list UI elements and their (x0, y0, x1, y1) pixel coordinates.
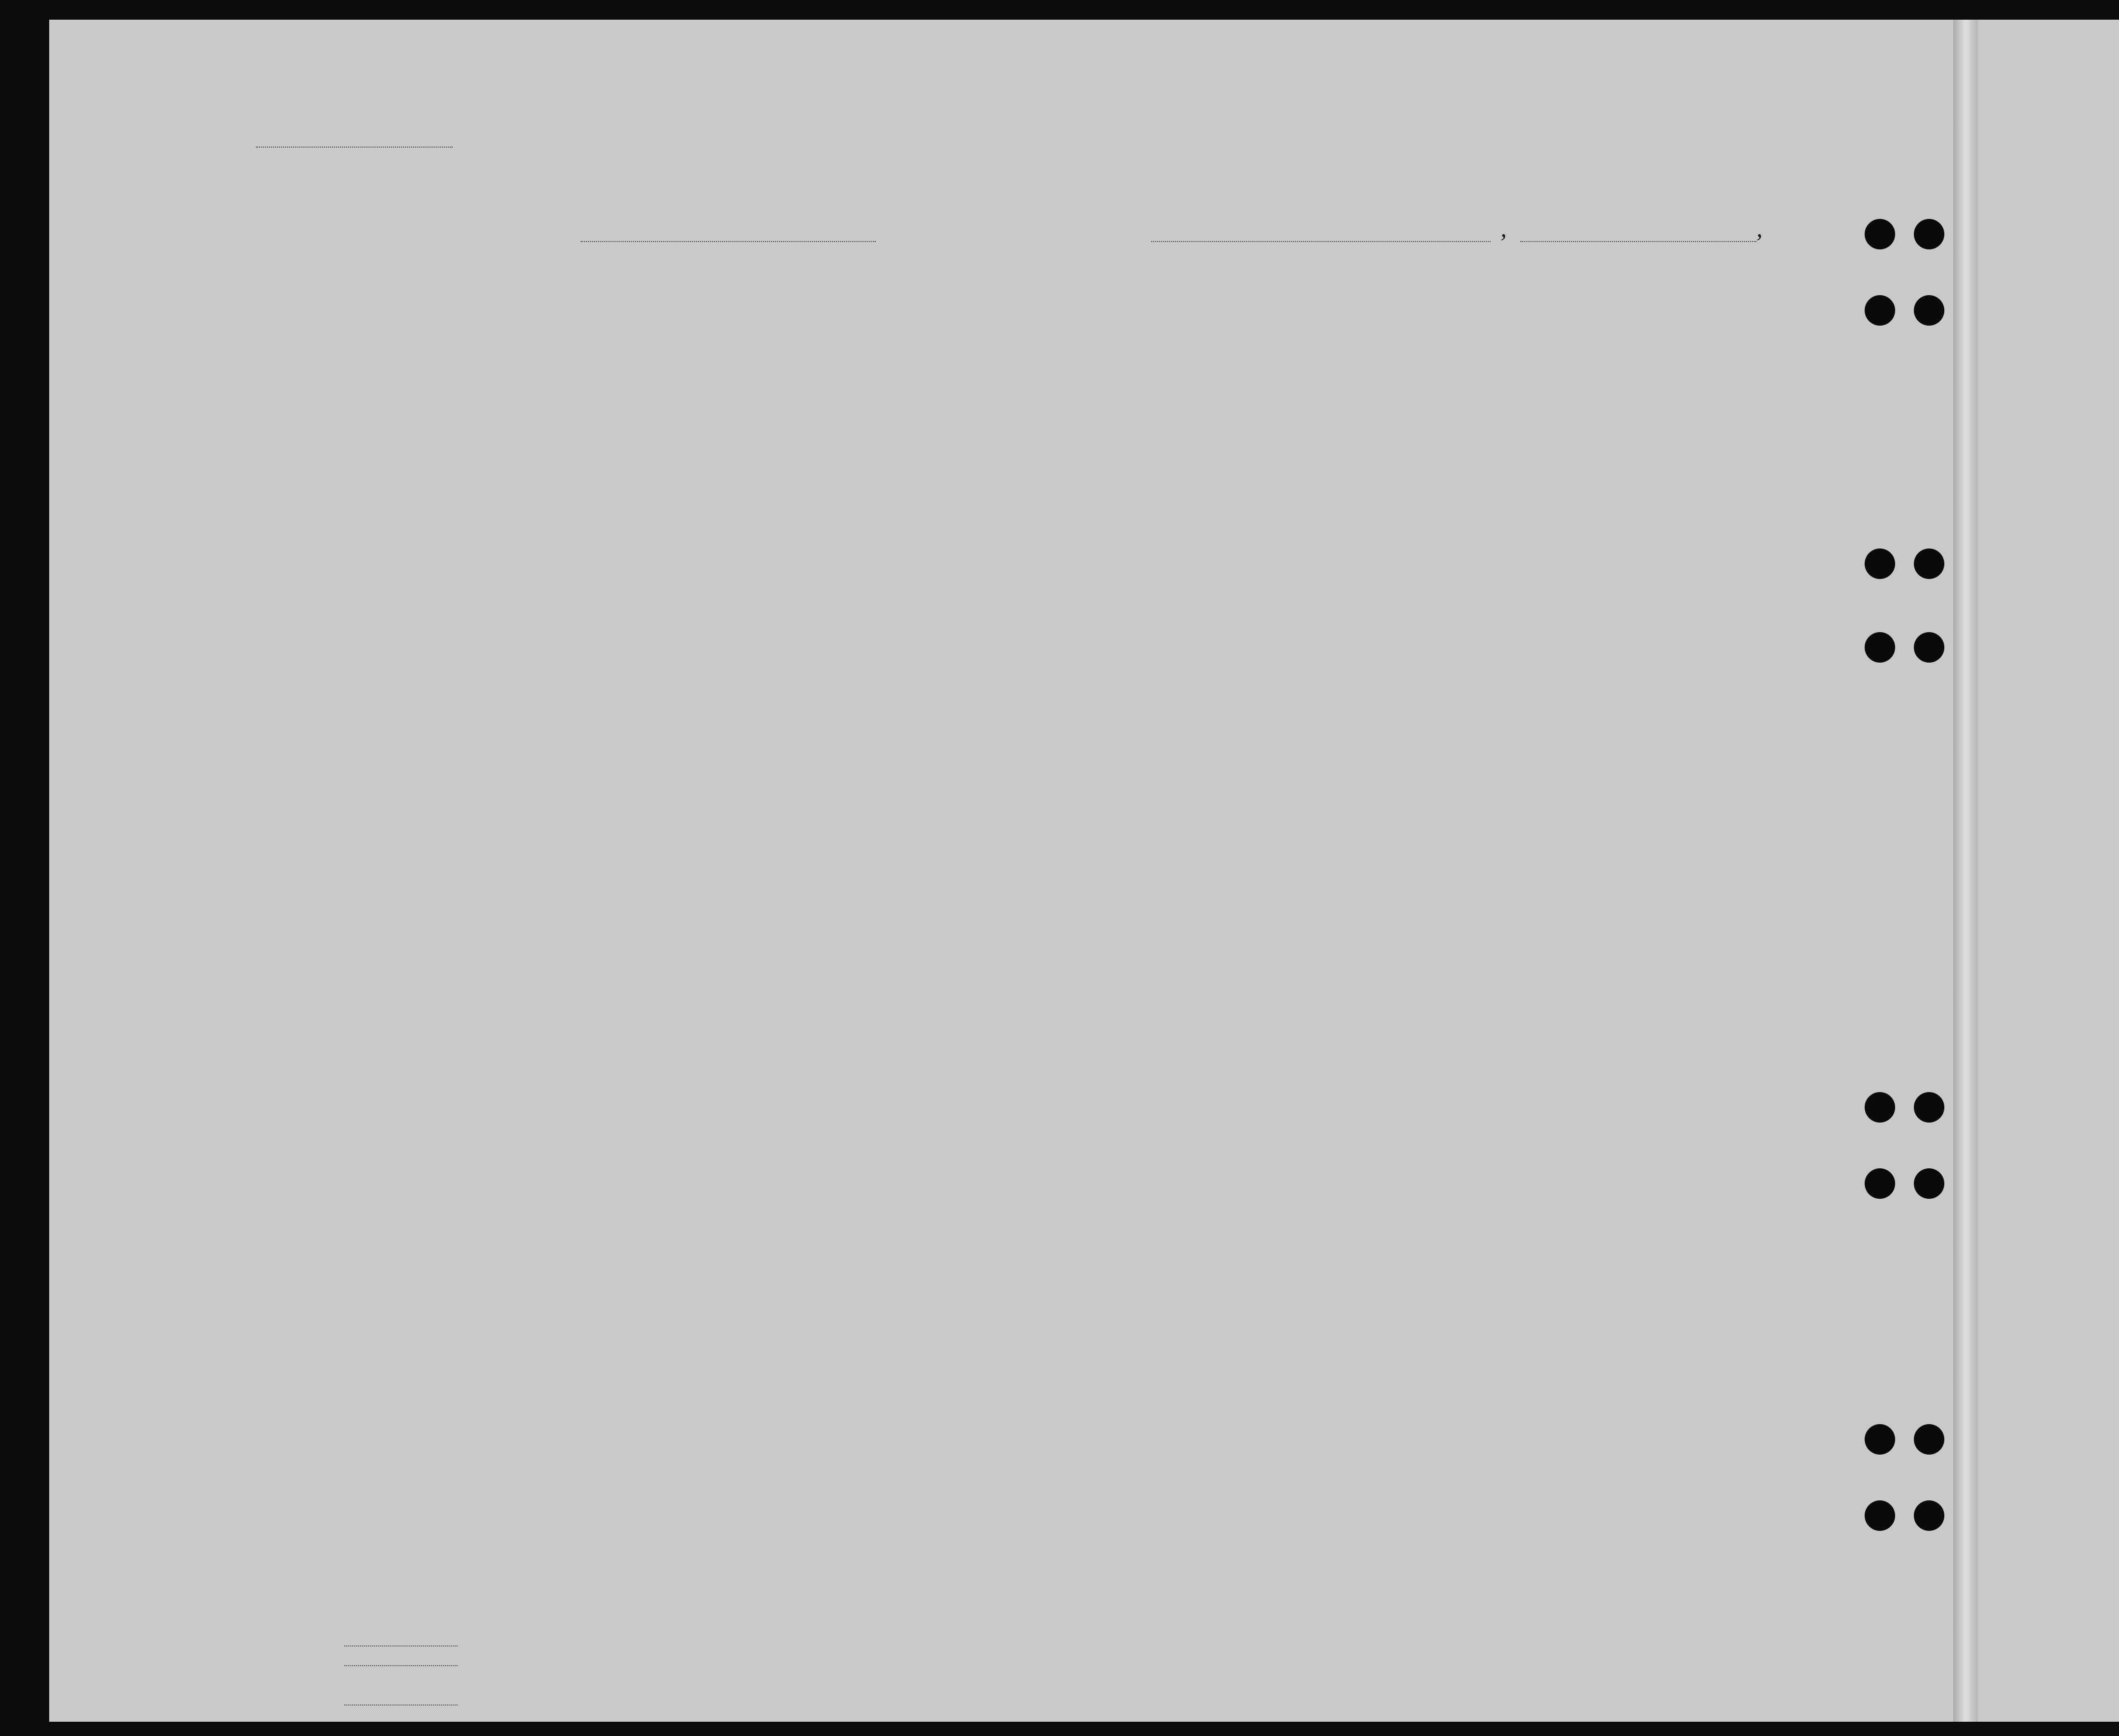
list-number-line (256, 147, 453, 148)
punch-hole (1914, 295, 1944, 326)
footer-aliens-line (344, 1705, 458, 1706)
punch-hole (1865, 1424, 1895, 1455)
punch-hole (1865, 632, 1895, 663)
punch-hole (1914, 1092, 1944, 1123)
punch-hole (1865, 1092, 1895, 1123)
page-fold (1953, 20, 1978, 1722)
footer-citizens-line (344, 1665, 458, 1666)
footer-total-line (344, 1645, 458, 1646)
ship-line (581, 241, 876, 242)
port-line (1151, 241, 1491, 242)
comma2: , (1756, 214, 1763, 242)
punch-hole (1914, 1168, 1944, 1199)
punch-hole (1914, 219, 1944, 249)
punch-hole (1914, 1424, 1944, 1455)
comma: , (1501, 214, 1507, 242)
manifest-sheet (49, 20, 2119, 1722)
punch-hole (1865, 1500, 1895, 1531)
punch-hole (1865, 1168, 1895, 1199)
punch-hole (1914, 548, 1944, 579)
date-line (1520, 241, 1756, 242)
punch-hole (1914, 1500, 1944, 1531)
punch-hole (1914, 632, 1944, 663)
punch-hole (1865, 295, 1895, 326)
punch-hole (1865, 219, 1895, 249)
punch-hole (1865, 548, 1895, 579)
